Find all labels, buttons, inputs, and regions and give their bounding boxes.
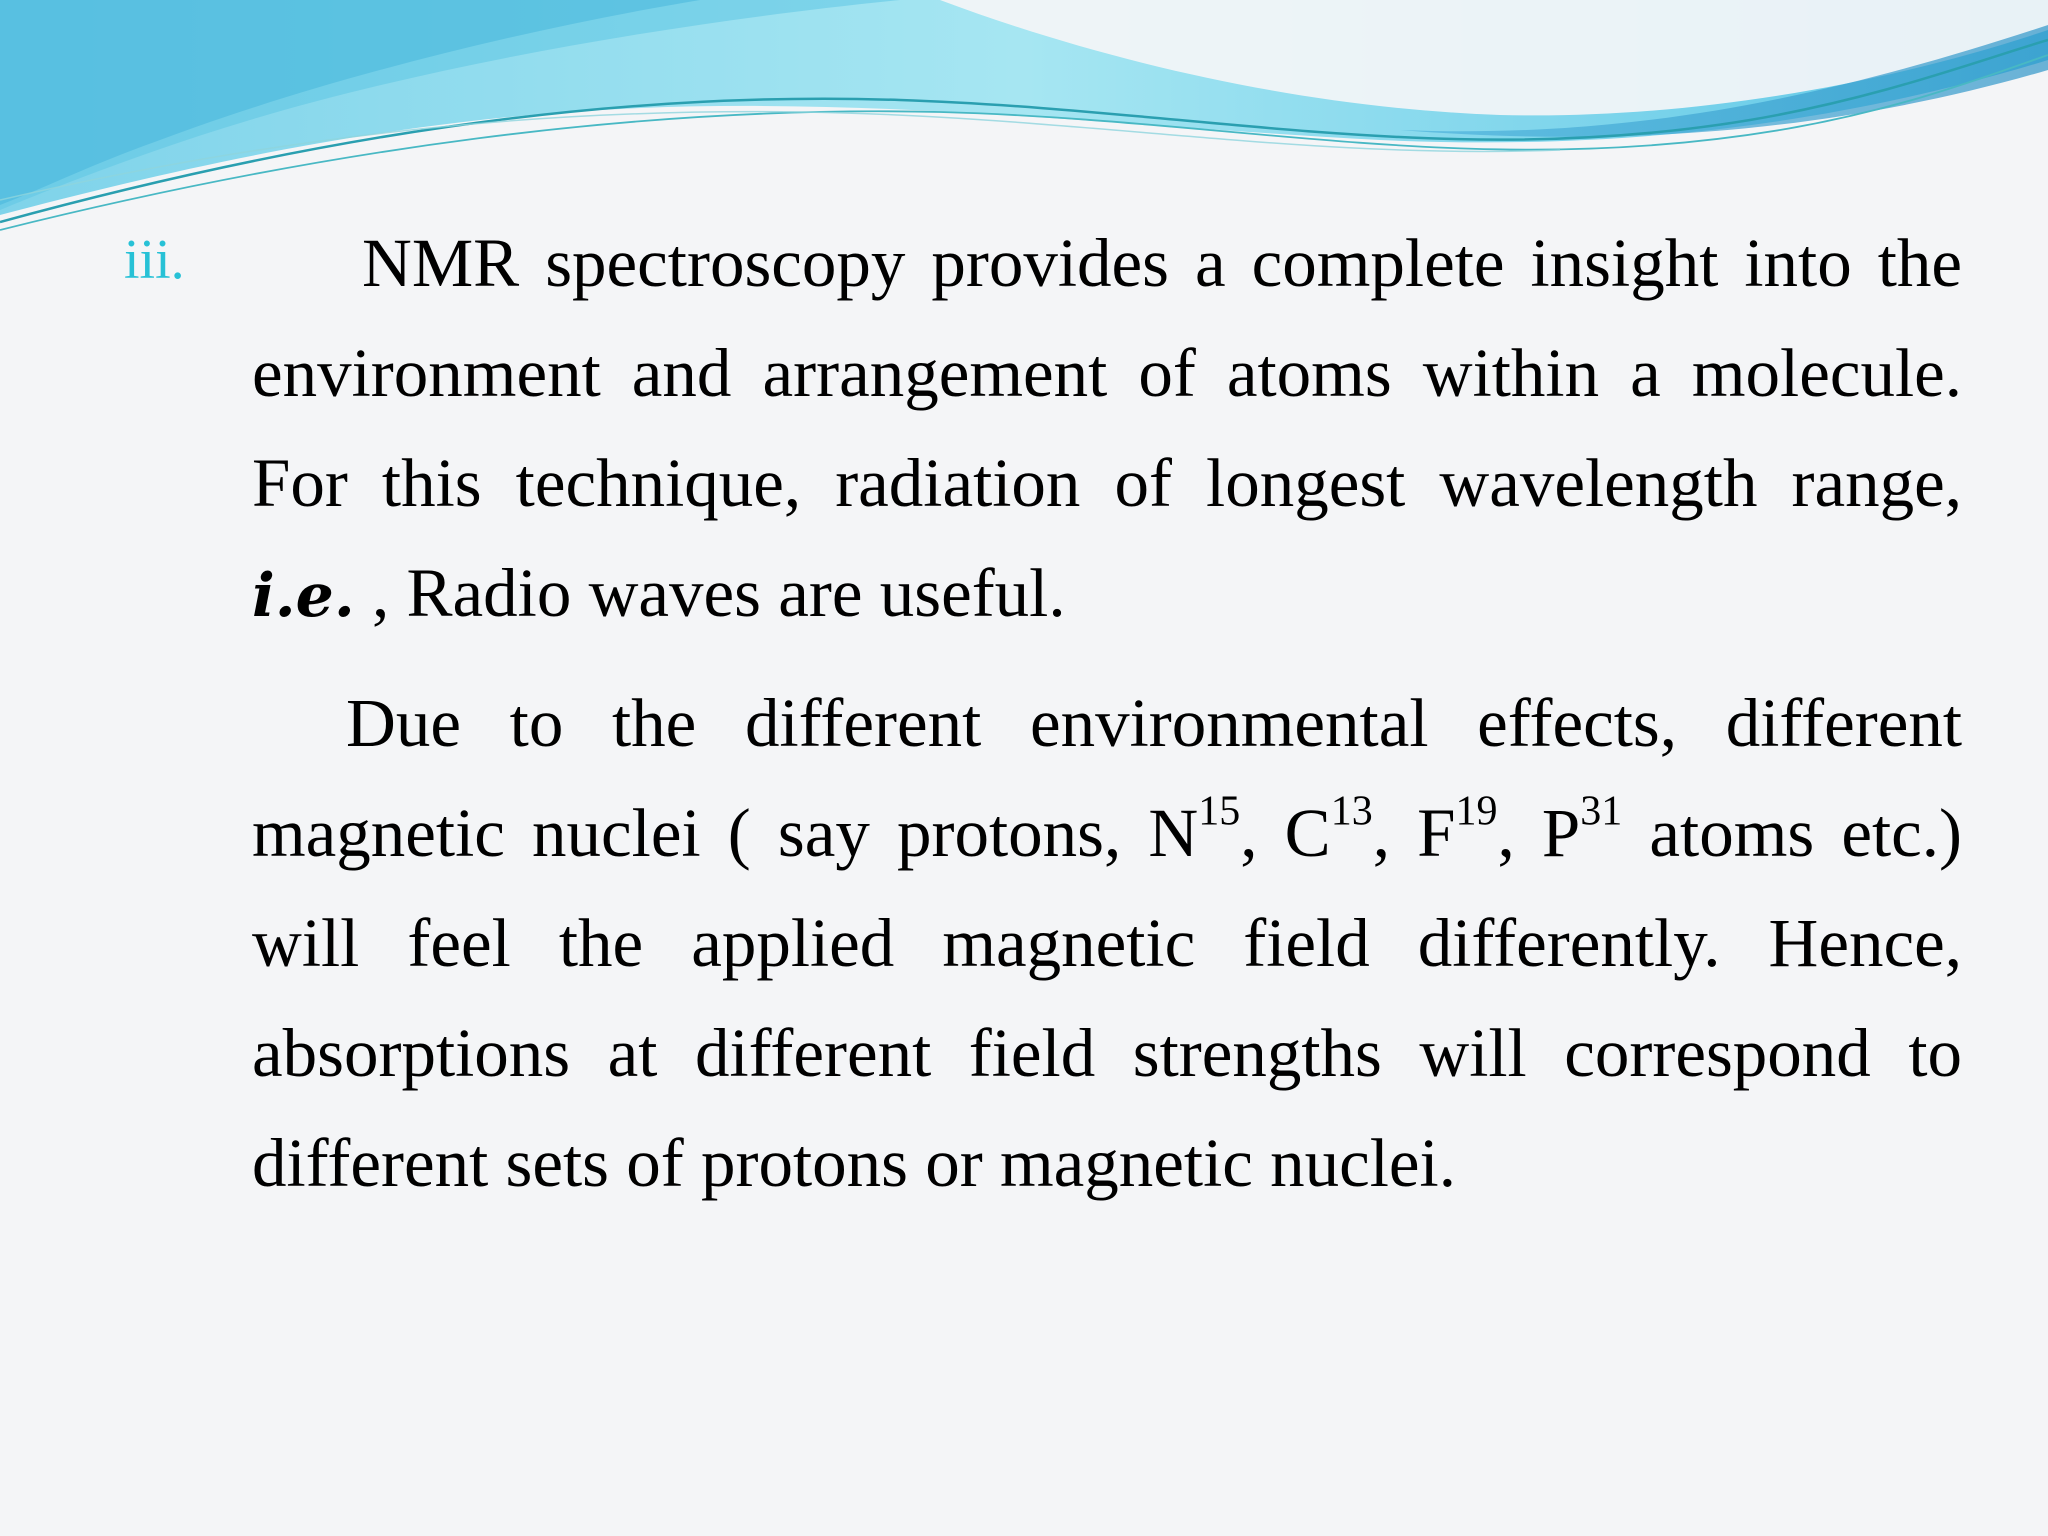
separator-f: , F: [1372, 795, 1456, 871]
para2-text-b: atoms etc.) will feel the applied magnetic field differently. Hence, absorptions at different field strengths will correspond to different sets of protons or magnetic nuclei.: [252, 795, 1963, 1201]
header-wave-decoration: [0, 0, 2048, 240]
separator-p: , P: [1497, 795, 1581, 871]
superscript-c13: 13: [1330, 788, 1373, 835]
superscript-p31: 31: [1580, 788, 1623, 835]
para1-text-a: NMR spectroscopy provides a complete insight into the environment and arrangement of atoms within a molecule. For this technique, radiation of longest wavelength range,: [252, 225, 1962, 521]
paragraph-nmr-intro: [252, 208, 1962, 651]
para2-text-a: Due to the different environmental effects, different magnetic nuclei ( say protons, N: [252, 685, 1962, 871]
para1-text-b: , Radio waves are useful.: [354, 555, 1066, 631]
superscript-n15: 15: [1198, 788, 1241, 835]
list-marker: iii.: [124, 229, 185, 291]
separator-c: , C: [1240, 795, 1331, 871]
ie-abbreviation: i.e.: [252, 561, 355, 631]
paragraph-environmental-effects: [252, 668, 1962, 1218]
superscript-f19: 19: [1455, 788, 1498, 835]
